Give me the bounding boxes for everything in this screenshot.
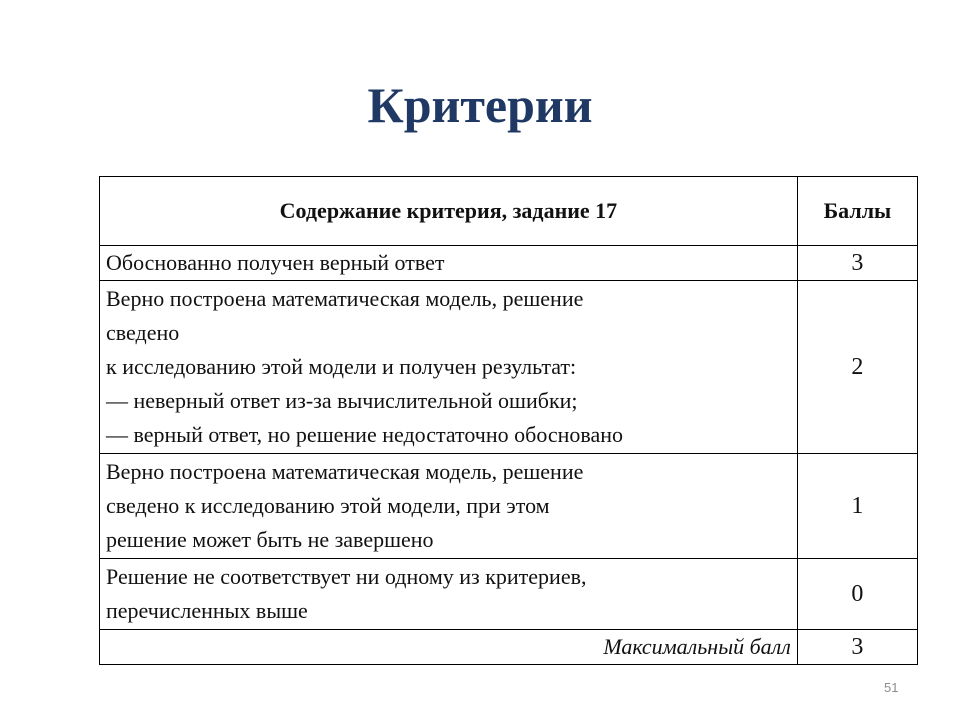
criterion-text <box>100 246 798 281</box>
criterion-line: Обоснованно получен верный ответ <box>106 250 445 275</box>
criterion-text <box>100 559 798 630</box>
criterion-points: 0 <box>797 559 917 630</box>
table-row <box>100 281 918 454</box>
criterion-line: сведено <box>106 320 180 345</box>
criterion-line: — неверный ответ из-за вычислительной ошибки; <box>106 388 578 413</box>
max-score-row <box>100 630 918 665</box>
criterion-line: перечисленных выше <box>106 598 308 623</box>
criterion-line: Решение не соответствует ни одному из критериев, <box>106 564 587 589</box>
header-points: Баллы <box>797 177 917 246</box>
criterion-line: к исследованию этой модели и получен результат: <box>106 354 577 379</box>
criterion-text <box>100 281 798 454</box>
criterion-line: сведено к исследованию этой модели, при этом <box>106 493 550 518</box>
max-score-label: Максимальный балл <box>100 630 798 665</box>
criterion-points: 3 <box>797 246 917 281</box>
criterion-line: Верно построена математическая модель, решение <box>106 459 584 484</box>
criterion-line: Верно построена математическая модель, решение <box>106 286 584 311</box>
criterion-line: — верный ответ, но решение недостаточно обосновано <box>106 422 624 447</box>
table-row <box>100 454 918 559</box>
table-row <box>100 559 918 630</box>
table-header-row <box>100 177 918 246</box>
max-score-points: 3 <box>797 630 917 665</box>
table-row <box>100 246 918 281</box>
criterion-line: решение может быть не завершено <box>106 527 434 552</box>
criteria-table <box>99 176 918 665</box>
slide-title: Критерии <box>367 77 593 133</box>
criterion-text <box>100 454 798 559</box>
criterion-points: 1 <box>797 454 917 559</box>
criterion-points: 2 <box>797 281 917 454</box>
slide-number: 51 <box>884 680 899 695</box>
header-content: Содержание критерия, задание 17 <box>100 177 798 246</box>
